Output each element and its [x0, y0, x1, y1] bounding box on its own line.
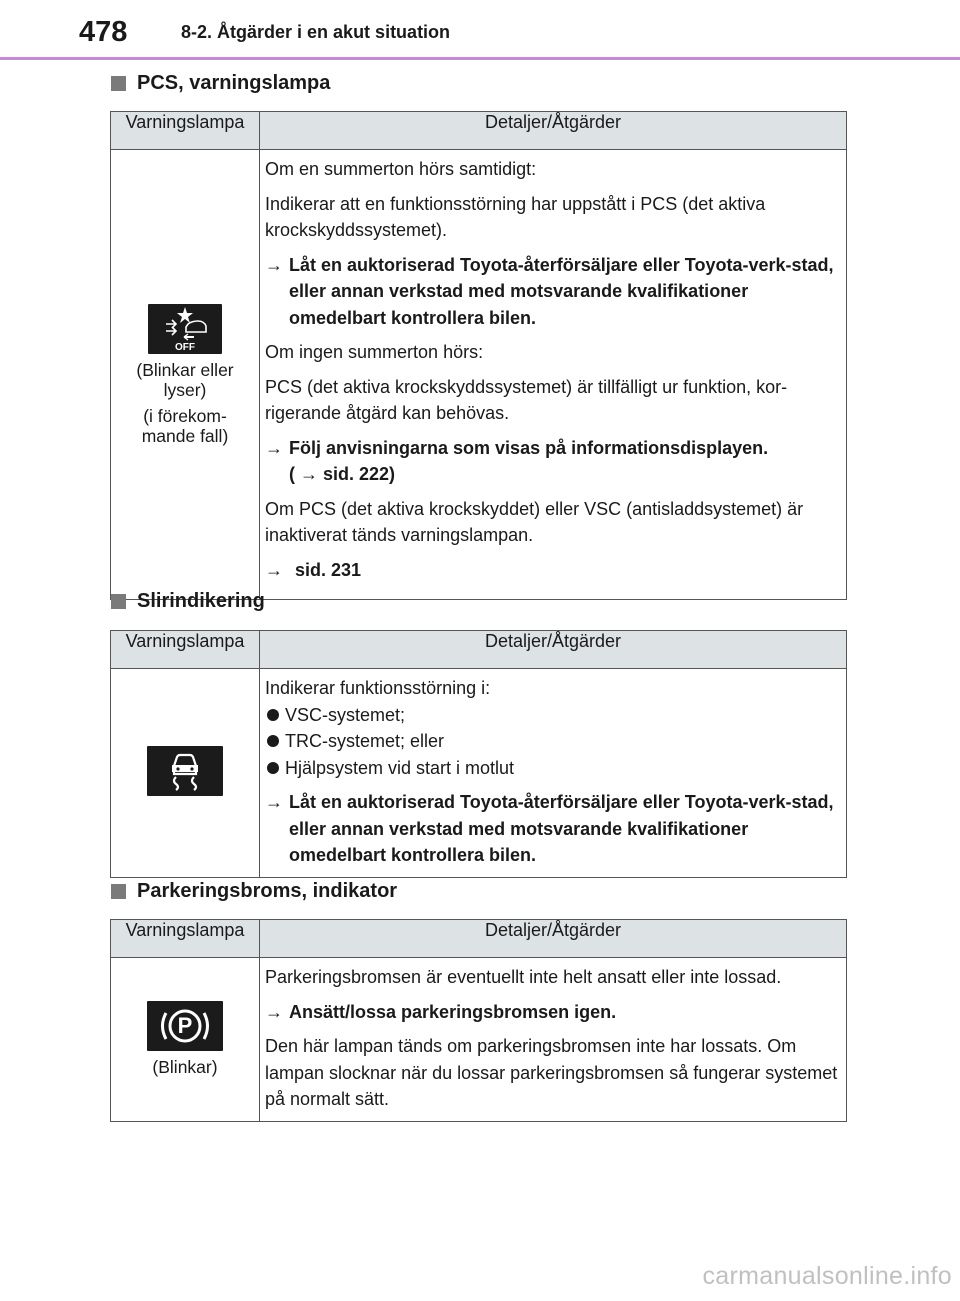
- pcs-off-label: OFF: [175, 341, 195, 353]
- parking-brake-letter: P: [177, 1013, 193, 1039]
- arrow-icon: →: [295, 464, 324, 484]
- pcs-text-5: Om PCS (det aktiva krockskyddet) eller VSC (antisladdsystemet) är inaktiverat tänds varningslampan.: [265, 498, 804, 545]
- pcs-lamp-caption: (Blinkar eller lyser): [136, 359, 234, 400]
- parking-col-details-header: Detaljer/Åtgärder: [260, 920, 847, 958]
- slip-action-1-text: Låt en auktoriserad Toyota-återförsäljare eller Toyota-verk-stad, eller annan verkstad med motsvarande kvalifikationer omedelbart kontrollera bilen.: [289, 792, 834, 865]
- slip-action-1: [265, 789, 842, 869]
- parking-text-2: Den här lampan tänds om parkeringsbromsen inte har lossats. Om lampan slocknar när du lossar parkeringsbromsen så fungerar systemet på normalt sätt.: [265, 1036, 838, 1109]
- pcs-action-2-ref-text[interactable]: sid. 222): [323, 464, 396, 484]
- parking-action-1: [265, 999, 842, 1026]
- arrow-icon: →: [265, 559, 283, 580]
- arrow-icon: →: [265, 437, 283, 458]
- pcs-table: [110, 111, 847, 600]
- parking-brake-icon: [147, 1001, 223, 1051]
- page-header: [0, 0, 960, 60]
- pcs-action-3-text[interactable]: sid. 231: [295, 559, 362, 580]
- arrow-icon: →: [265, 254, 283, 275]
- slip-bullet-3-text: Hjälpsystem vid start i motlut: [285, 757, 515, 778]
- pcs-action-1-text: Låt en auktoriserad Toyota-återförsäljare eller Toyota-verk-stad, eller annan verkstad med motsvarande kvalifikationer omedelbart kontrollera bilen.: [289, 254, 834, 328]
- pcs-col-lamp-header: Varningslampa: [111, 112, 260, 150]
- slip-bullet-3: [265, 755, 842, 782]
- square-bullet-icon: [111, 884, 126, 899]
- header-rule: [0, 57, 960, 60]
- slip-col-details-header: Detaljer/Åtgärder: [260, 631, 847, 669]
- slip-details-cell: [260, 669, 847, 878]
- parking-table: [110, 919, 847, 1122]
- slip-bullet-1-text: VSC-systemet;: [285, 704, 406, 725]
- slip-lamp-cell: [111, 669, 260, 878]
- slip-bullet-2-text: TRC-systemet; eller: [285, 731, 445, 751]
- pcs-action-3: [265, 557, 842, 584]
- pcs-heading-text: PCS, varningslampa: [137, 72, 331, 94]
- pcs-text-3: Om ingen summerton hörs:: [265, 342, 484, 362]
- slip-bullet-1: [265, 702, 842, 729]
- bullet-dot-icon: [267, 762, 279, 774]
- parking-col-lamp-header: Varningslampa: [111, 920, 260, 958]
- bullet-dot-icon: [267, 735, 279, 747]
- parking-details-cell: [260, 958, 847, 1122]
- slip-table: [110, 630, 847, 878]
- pcs-heading: [111, 72, 330, 95]
- parking-lamp-cell: [111, 958, 260, 1122]
- bullet-dot-icon: [267, 709, 279, 721]
- page-number: 478: [79, 16, 128, 48]
- pcs-lamp-caption-2: (i förekom-mande fall): [141, 405, 229, 446]
- section-title: 8-2. Åtgärder i en akut situation: [181, 22, 451, 42]
- slip-heading-text: Slirindikering: [137, 590, 265, 612]
- slip-text-1: Indikerar funktionsstörning i:: [265, 678, 491, 698]
- pcs-text-4: PCS (det aktiva krockskyddssystemet) är tillfälligt ur funktion, kor-rigerande åtgärd kan behövas.: [265, 376, 788, 423]
- pcs-text-1: Om en summerton hörs samtidigt:: [265, 159, 537, 179]
- slip-bullet-2: [265, 728, 842, 755]
- pcs-off-icon: [148, 304, 222, 354]
- parking-heading: [111, 880, 397, 903]
- slip-heading: [111, 590, 265, 613]
- pcs-lamp-cell: [111, 150, 260, 600]
- arrow-icon: →: [265, 1001, 283, 1022]
- pcs-action-2: [265, 435, 842, 462]
- slip-indicator-icon: [147, 746, 223, 796]
- footer-watermark: carmanualsonline.info: [702, 1262, 952, 1290]
- parking-heading-text: Parkeringsbroms, indikator: [137, 880, 398, 902]
- pcs-details-cell: [260, 150, 847, 600]
- slip-col-lamp-header: Varningslampa: [111, 631, 260, 669]
- pcs-text-2: Indikerar att en funktionsstörning har uppstått i PCS (det aktiva krockskyddssystemet).: [265, 193, 766, 240]
- parking-action-1-text: Ansätt/lossa parkeringsbromsen igen.: [289, 1001, 617, 1022]
- pcs-action-2-ref-prefix: (: [289, 464, 295, 484]
- pcs-col-details-header: Detaljer/Åtgärder: [260, 112, 847, 150]
- pcs-action-2-text: Följ anvisningarna som visas på informationsdisplayen.: [289, 437, 769, 458]
- square-bullet-icon: [111, 76, 126, 91]
- parking-text-1: Parkeringsbromsen är eventuellt inte helt ansatt eller inte lossad.: [265, 967, 782, 987]
- pcs-action-2-ref: [265, 461, 842, 488]
- arrow-icon: →: [265, 792, 283, 812]
- parking-lamp-caption: (Blinkar): [152, 1057, 218, 1078]
- square-bullet-icon: [111, 594, 126, 609]
- pcs-action-1: [265, 252, 842, 332]
